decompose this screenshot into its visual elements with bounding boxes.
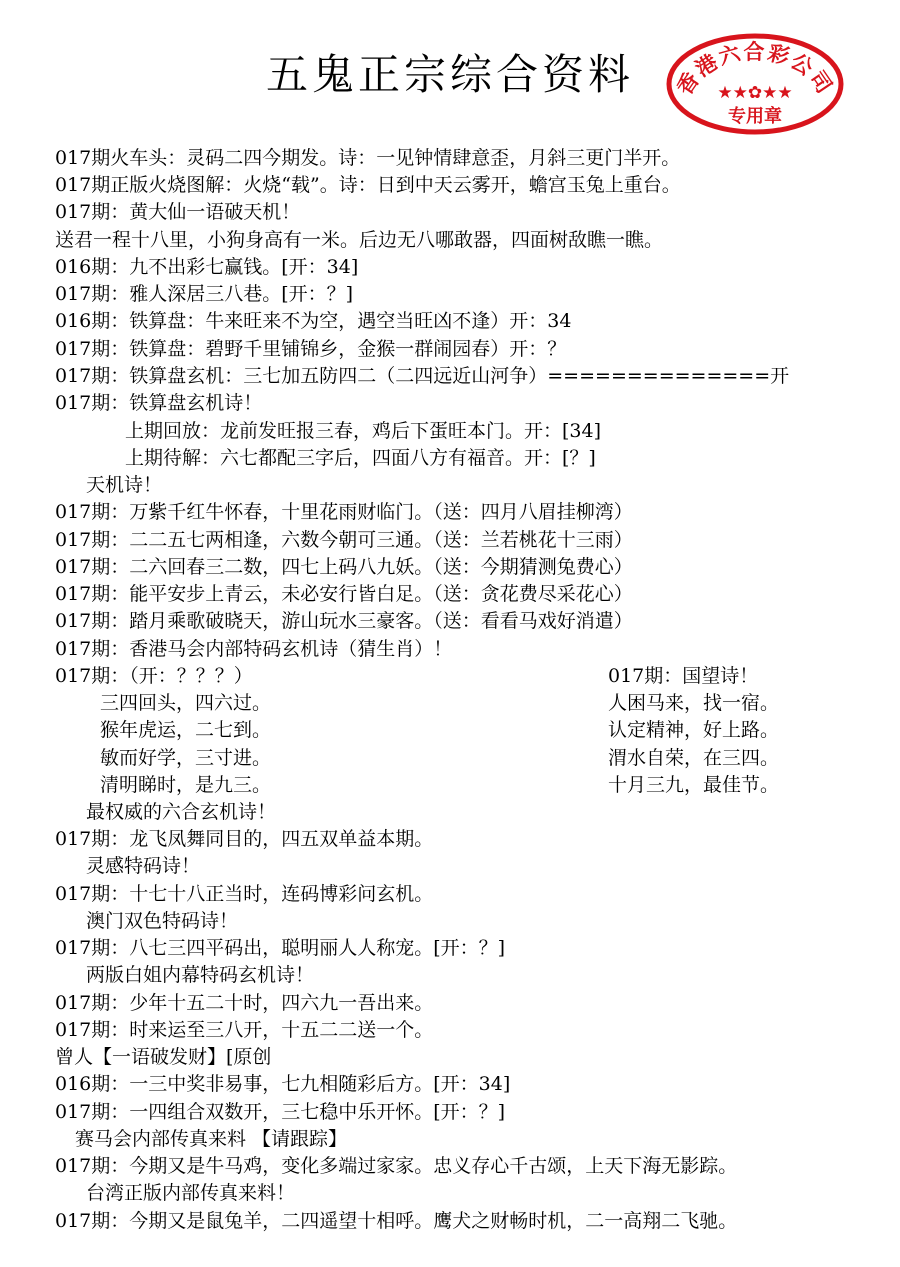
text-line: 017期：能平安步上青云，未必安行皆白足。（送：贪花费尽采花心） [55, 583, 633, 605]
text-line: 敏而好学，三寸进。 [100, 747, 272, 769]
text-line: 曾人【一语破发财】[原创 [55, 1046, 272, 1068]
guowang-poem-line: 人困马来，找一宿。 [608, 692, 780, 714]
text-line: 猴年虎运，二七到。 [100, 719, 272, 741]
text-line: 清明睇时，是九三。 [100, 774, 272, 796]
text-line: 上期回放：龙前发旺报三春，鸡后下蛋旺本门。开：[34] [125, 420, 602, 442]
text-line: 017期：一四组合双数开，三七稳中乐开怀。[开：？] [55, 1101, 506, 1123]
text-line: 台湾正版内部传真来料！ [86, 1182, 296, 1204]
text-line: 灵感特码诗！ [86, 855, 201, 877]
text-line: 017期：少年十五二十时，四六九一吾出来。 [55, 992, 434, 1014]
text-line: 两版白姐内幕特码玄机诗！ [86, 964, 315, 986]
seal-bottom-text: 专用章 [728, 106, 782, 127]
page-title: 五鬼正宗综合资料 [265, 50, 634, 99]
guowang-poem-line: 认定精神，好上路。 [608, 719, 780, 741]
text-line: 017期：香港马会内部特码玄机诗（猜生肖）！ [55, 638, 453, 660]
text-line: 017期：（开：？？？） [55, 665, 253, 687]
text-line: 澳门双色特码诗！ [86, 910, 239, 932]
text-line: 最权威的六合玄机诗！ [86, 801, 277, 823]
text-line: 017期：今期又是牛马鸡，变化多端过家家。忠义存心千古颂，上天下海无影踪。 [55, 1155, 738, 1177]
text-line: 017期：铁算盘：碧野千里铺锦乡，金猴一群闹园春）开：？ [55, 338, 567, 360]
text-line: 赛马会内部传真来料 【请跟踪】 [75, 1128, 348, 1150]
text-line: 送君一程十八里，小狗身高有一米。后边无八哪敢器，四面树敌瞧一瞧。 [55, 229, 664, 251]
text-line: 017期：今期又是鼠兔羊，二四遥望十相呼。鹰犬之财畅时机，二一高翔二飞驰。 [55, 1210, 738, 1232]
text-line: 017期：八七三四平码出，聪明丽人人称宠。[开：？] [55, 937, 506, 959]
text-line: 017期：黄大仙一语破天机！ [55, 201, 301, 223]
text-line: 016期：九不出彩七赢钱。[开：34] [55, 256, 359, 278]
text-line: 天机诗！ [86, 474, 163, 496]
text-line: 017期：时来运至三八开，十五二二送一个。 [55, 1019, 434, 1041]
guowang-poem-line: 渭水自荣，在三四。 [608, 747, 780, 769]
seal-stars: ★★✿★★ [717, 83, 793, 103]
text-line: 017期：龙飞凤舞同目的，四五双单益本期。 [55, 828, 434, 850]
text-line: 017期：踏月乘歌破晓天，游山玩水三豪客。（送：看看马戏好消遣） [55, 610, 633, 632]
text-line: 017期正版火烧图解：火烧“载”。诗：日到中天云雾开，蟾宫玉兔上重台。 [55, 174, 681, 196]
text-line: 017期火车头：灵码二四今期发。诗：一见钟情肆意歪，月斜三更门半开。 [55, 147, 681, 169]
text-line: 017期：十七十八正当时，连码博彩问玄机。 [55, 883, 434, 905]
text-line: 016期：一三中奖非易事，七九相随彩后方。[开：34] [55, 1073, 511, 1095]
text-line: 三四回头，四六过。 [100, 692, 272, 714]
text-line: 017期：二二五七两相逢，六数今朝可三通。（送：兰若桃花十三雨） [55, 529, 633, 551]
text-line: 016期：铁算盘：牛来旺来不为空，遇空当旺凶不逢）开：34 [55, 310, 572, 332]
company-seal-stamp [664, 32, 846, 136]
text-line: 017期：雅人深居三八巷。[开：？] [55, 283, 354, 305]
seal-arc-text: 香港六合彩公司 [672, 39, 838, 100]
text-line: 017期：二六回春三二数，四七上码八九妖。（送：今期猜测兔费心） [55, 556, 633, 578]
guowang-poem-line: 十月三九，最佳节。 [608, 774, 780, 796]
text-line: 017期：万紫千红牛怀春，十里花雨财临门。（送：四月八眉挂柳湾） [55, 501, 633, 523]
text-line: 上期待解：六七都配三字后，四面八方有福音。开：[？] [125, 447, 596, 469]
text-line: 017期：铁算盘玄机诗！ [55, 392, 263, 414]
guowang-poem-line: 017期：国望诗！ [608, 665, 759, 687]
text-line: 017期：铁算盘玄机：三七加五防四二（二四远近山河争）==============开 [55, 365, 790, 387]
